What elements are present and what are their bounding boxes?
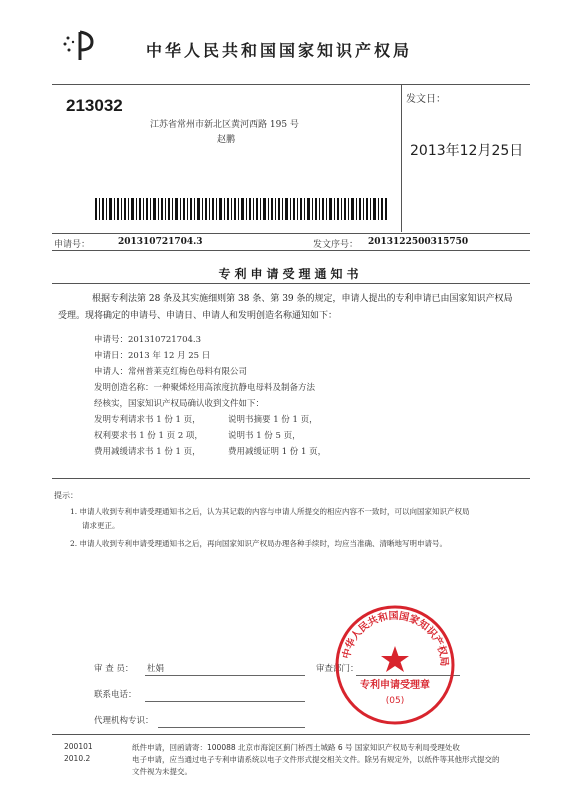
- box-divider: [401, 84, 402, 232]
- divider: [52, 478, 530, 479]
- postcode: 213032: [66, 96, 123, 115]
- field-application-number: [94, 333, 201, 345]
- field-value: 201310721704.3: [128, 335, 202, 345]
- issue-date-label: 发文日：: [406, 94, 446, 105]
- examiner-name: 杜娟: [147, 664, 165, 674]
- field-invention-title: [94, 381, 315, 393]
- intro-line-1: 根据专利法第 28 条及其实施细则第 38 条、第 39 条的规定，申请人提出的专利申请已由国家知识产权局: [92, 294, 513, 304]
- recipient-address: 江苏省常州市新北区黄河西路 195 号: [150, 120, 299, 130]
- contact-label: 联系电话：: [94, 690, 137, 700]
- tip-item: 请求更正。: [82, 521, 120, 530]
- verified-files-label: 经核实，国家知识产权局确认收到文件如下：: [94, 399, 265, 409]
- application-number-label: 申请号：: [54, 240, 91, 250]
- underline: [158, 727, 305, 728]
- field-label: 发明创造名称：: [94, 383, 154, 393]
- document-item: 发明专利请求书 1 份 1 页，: [94, 415, 201, 425]
- examiner-label: 审 查 员：: [94, 664, 134, 674]
- recipient-name: 赵鹏: [217, 135, 236, 145]
- intro-line-2: 受理。现将确定的申请号、申请日、申请人和发明创造名称通知如下：: [58, 311, 338, 321]
- underline: [145, 701, 305, 702]
- field-application-date: [94, 349, 210, 361]
- document-item: 费用减缓请求书 1 份 1 页，: [94, 447, 201, 457]
- sequence-number-label: 发文序号：: [313, 240, 359, 250]
- seal-center-text: 专利申请受理章: [360, 680, 430, 691]
- issue-date: 2013年12月25日: [410, 143, 524, 159]
- official-seal: [334, 604, 456, 726]
- agency-label: 代理机构专识：: [94, 716, 154, 726]
- divider: [52, 283, 530, 284]
- notice-title: 专利申请受理通知书: [218, 267, 363, 281]
- field-value: 2013 年 12 月 25 日: [128, 351, 211, 361]
- divider: [52, 734, 530, 735]
- department-label: 审查部门：: [316, 664, 359, 674]
- sequence-number: 201312250031575​0: [368, 237, 469, 247]
- tips-label: 提示：: [54, 491, 78, 500]
- divider: [52, 250, 530, 251]
- footer-line-1: 纸件申请，回函请寄：100088 北京市海淀区蓟门桥西土城路 6 号 国家知识产权局专利局受理处收: [132, 743, 460, 752]
- document-item: 权利要求书 1 份 1 页 2 项，: [94, 431, 203, 441]
- footer-line-2: 电子申请，应当通过电子专利申请系统以电子文件形式提交相关文件。除另有规定外，以纸件等其他形式提交的: [132, 755, 500, 764]
- field-label: 申请日：: [94, 351, 129, 361]
- form-code: 200101: [64, 742, 93, 751]
- barcode: [95, 198, 387, 220]
- field-label: 申请号：: [94, 335, 129, 345]
- seal-number: (05): [385, 696, 405, 706]
- tip-item: 2. 申请人收到专利申请受理通知书之后，再向国家知识产权局办理各种手续时，均应当准确、清晰地写明申请号。: [70, 539, 448, 548]
- seal-ring-text: 中华人民共和国国家知识产权局: [341, 610, 450, 667]
- application-number: 201310721704.3: [118, 237, 203, 247]
- form-version: 2010.2: [64, 754, 91, 763]
- cnipa-logo: [60, 28, 100, 64]
- document-item: 说明书 1 份 5 页，: [228, 431, 301, 441]
- footer-line-3: 文件视为未提交。: [132, 767, 192, 776]
- document-item: 费用减缓证明 1 份 1 页，: [228, 447, 327, 457]
- field-value: 一种聚烯烃用高浓度抗静电母料及制备方法: [153, 383, 316, 393]
- tip-item: 1. 申请人收到专利申请受理通知书之后，认为其记载的内容与申请人所提交的相应内容不一致时，可以向国家知识产权局: [70, 507, 470, 516]
- field-label: 申请人：: [94, 367, 129, 377]
- field-applicant: [94, 365, 247, 377]
- document-item: 说明书摘要 1 份 1 页，: [228, 415, 318, 425]
- office-name: 中华人民共和国国家知识产权局: [146, 41, 413, 60]
- field-value: 常州普莱克红梅色母料有限公司: [128, 367, 248, 377]
- underline: [145, 675, 305, 676]
